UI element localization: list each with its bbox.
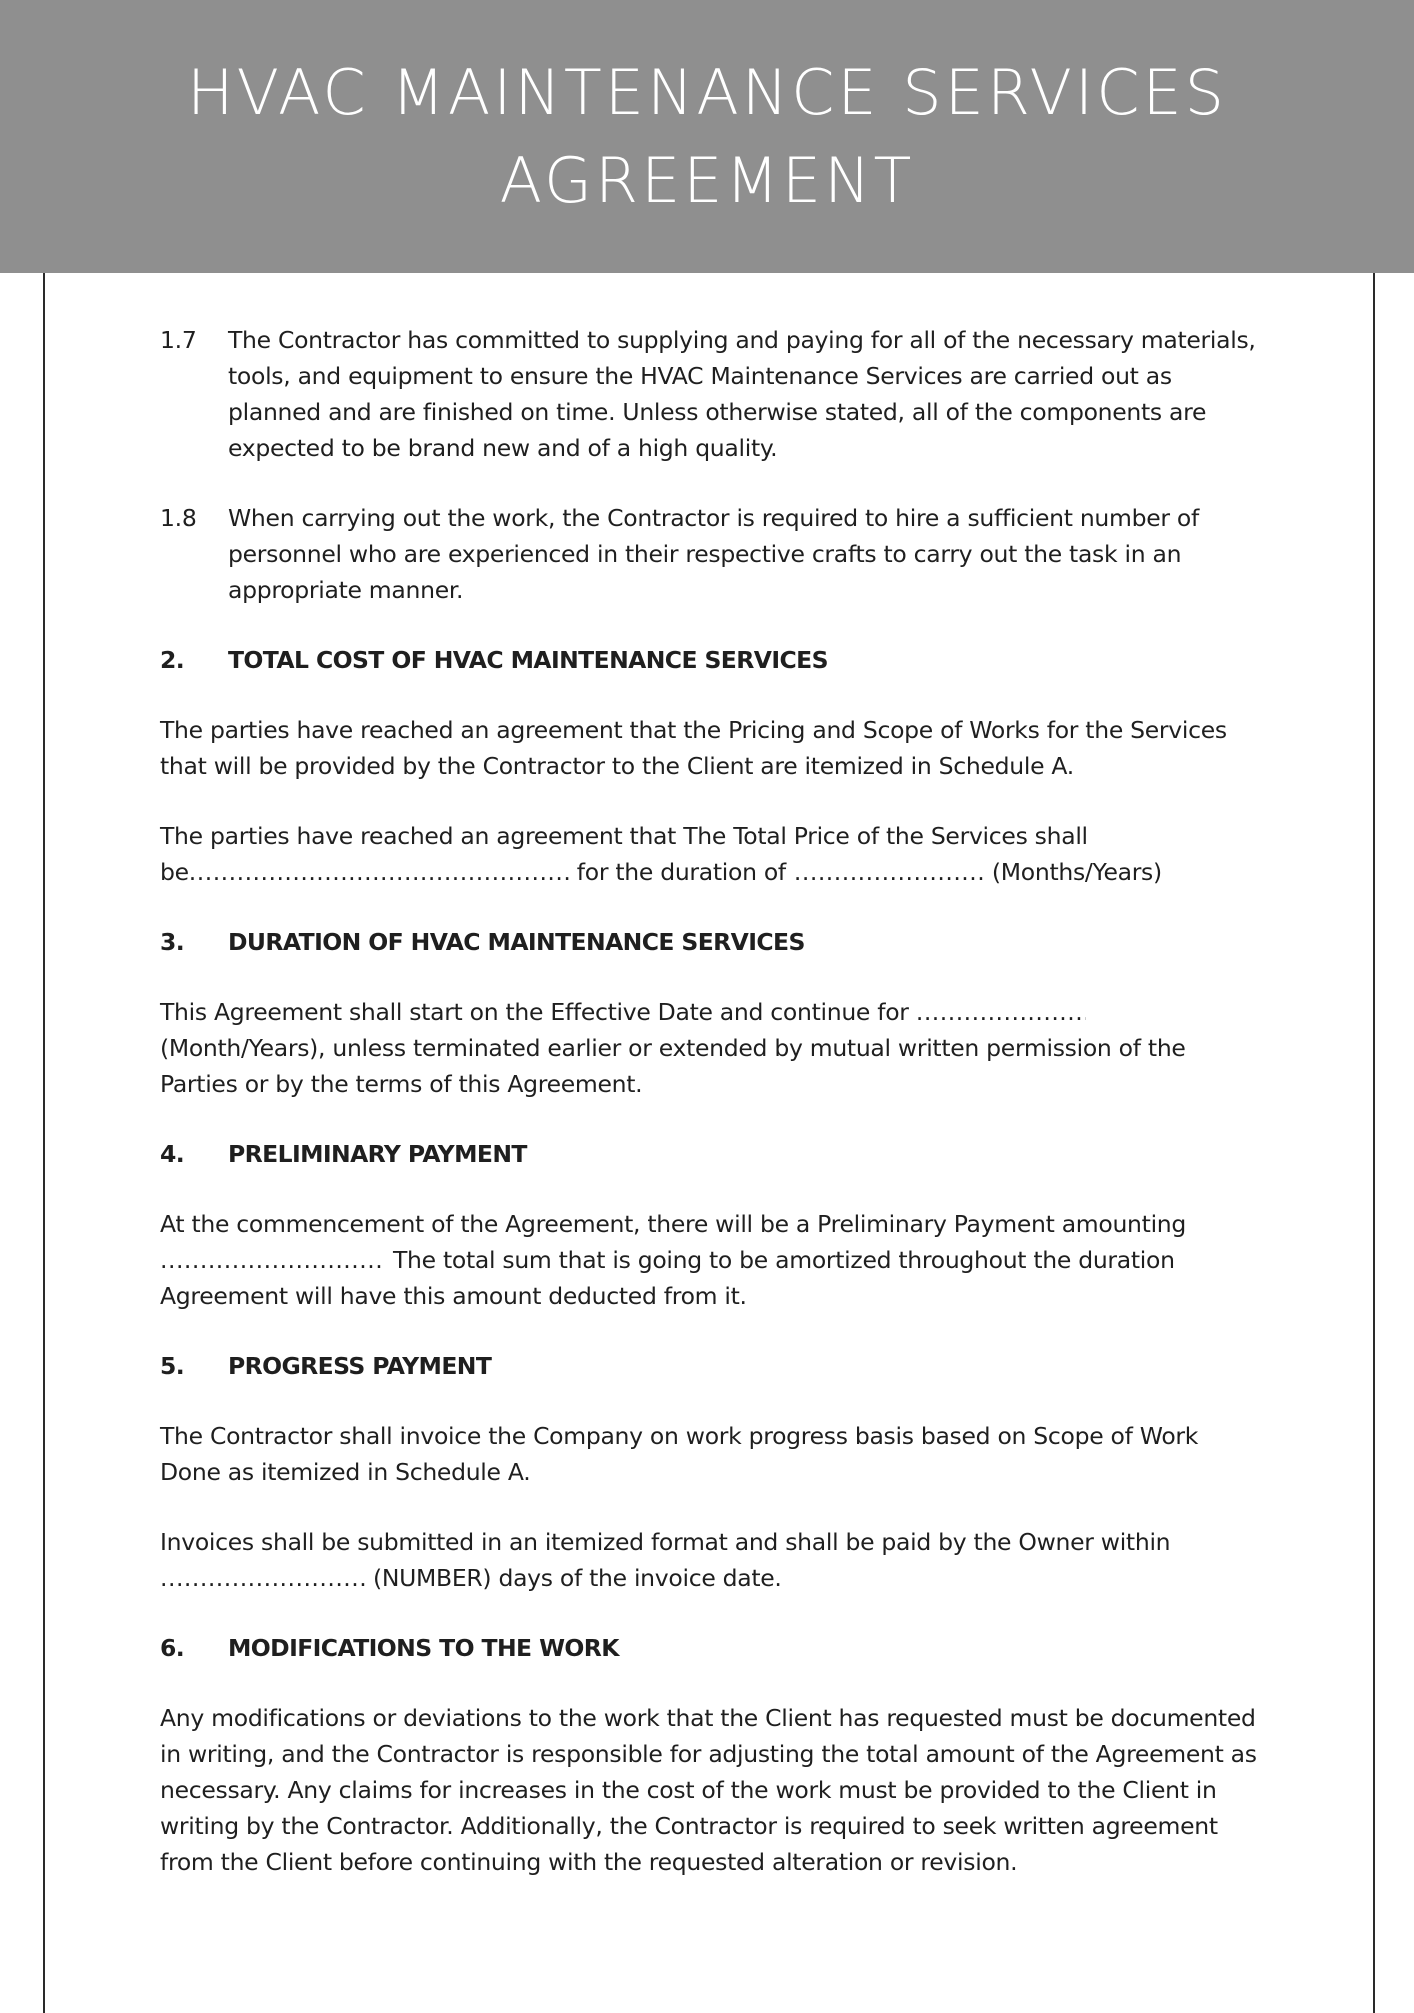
days-blank (160, 1560, 365, 1596)
paragraph-text: This Agreement shall start on the Effective Date and continue for (160, 998, 909, 1026)
section-2-heading (160, 642, 1260, 678)
title-banner (0, 0, 1414, 273)
section-title: TOTAL COST OF HVAC MAINTENANCE SERVICES (228, 646, 828, 674)
section-5-paragraph-2 (160, 1524, 1260, 1596)
paragraph-text: (Months/Years) (991, 858, 1162, 886)
section-title: PRELIMINARY PAYMENT (228, 1140, 527, 1168)
title-line-2: AGREEMENT (499, 143, 915, 217)
title-line-1: HVAC MAINTENANCE SERVICES (186, 55, 1228, 129)
paragraph-text: for the duration of (576, 858, 786, 886)
section-title: PROGRESS PAYMENT (228, 1352, 492, 1380)
clause-1-7 (160, 322, 1260, 466)
amount-blank (160, 1242, 385, 1278)
section-3-heading (160, 924, 1260, 960)
duration-blank (916, 994, 1086, 1030)
price-blank (189, 854, 569, 890)
paragraph-line: Invoices shall be submitted in an itemized format and shall be paid by the Owner within (160, 1528, 1171, 1556)
section-5-heading (160, 1348, 1260, 1384)
section-number: 6. (160, 1634, 185, 1662)
section-6-heading (160, 1630, 1260, 1666)
section-5-paragraph-1: The Contractor shall invoice the Company on work progress basis based on Scope of Work Done as itemized in Schedule A. (160, 1422, 1199, 1486)
paragraph-line: The parties have reached an agreement that The Total Price of the Services shall (160, 822, 1088, 850)
section-title: MODIFICATIONS TO THE WORK (228, 1634, 619, 1662)
paragraph-text: be (160, 858, 189, 886)
amount-fill-line (160, 1242, 1260, 1278)
clause-number: 1.8 (160, 504, 197, 532)
section-4-paragraph (160, 1206, 1260, 1314)
section-number: 4. (160, 1140, 185, 1168)
paragraph-text: (Month/Years), unless terminated earlier or extended by mutual written permission of the Parties or by the terms of this Agreement. (160, 1034, 1186, 1098)
section-number: 2. (160, 646, 185, 674)
price-fill-line (160, 854, 1260, 890)
clause-text: The Contractor has committed to supplying and paying for all of the necessary materials, tools, and equipment to ensure the HVAC Maintenance Services are carried out as planned and are finished on time. Unless otherwise stated, all of the components are expected to be brand new and of a high quality. (228, 326, 1256, 462)
section-number: 5. (160, 1352, 185, 1380)
paragraph-line (160, 994, 1260, 1030)
paragraph-line: At the commencement of the Agreement, there will be a Preliminary Payment amounting (160, 1210, 1187, 1238)
section-title: DURATION OF HVAC MAINTENANCE SERVICES (228, 928, 805, 956)
clause-1-8 (160, 500, 1260, 608)
clause-text: When carrying out the work, the Contractor is required to hire a sufficient number of personnel who are experienced in their respective crafts to carry out the task in an appropriate manner. (228, 504, 1199, 604)
days-fill-line (160, 1560, 1260, 1596)
section-6-paragraph: Any modifications or deviations to the work that the Client has requested must be documented in writing, and the Contractor is responsible for adjusting the total amount of the Agreement as necessary. Any claims for increases in the cost of the work must be provided to the Client in writing by the Contractor. Additionally, the Contractor is required to seek written agreement from the Client before continuing with the requested alteration or revision. (160, 1704, 1257, 1876)
section-2-paragraph-2 (160, 818, 1260, 890)
document-body (160, 322, 1260, 1914)
paragraph-text: (NUMBER) days of the invoice date. (373, 1564, 782, 1592)
section-4-heading (160, 1136, 1260, 1172)
clause-number: 1.7 (160, 326, 197, 354)
section-3-paragraph (160, 994, 1260, 1102)
paragraph-line: Agreement will have this amount deducted from it. (160, 1282, 747, 1310)
section-number: 3. (160, 928, 185, 956)
duration-blank (794, 854, 984, 890)
section-2-paragraph-1: The parties have reached an agreement that the Pricing and Scope of Works for the Services that will be provided by the Contractor to the Client are itemized in Schedule A. (160, 716, 1227, 780)
paragraph-text: The total sum that is going to be amortized throughout the duration (393, 1246, 1175, 1274)
